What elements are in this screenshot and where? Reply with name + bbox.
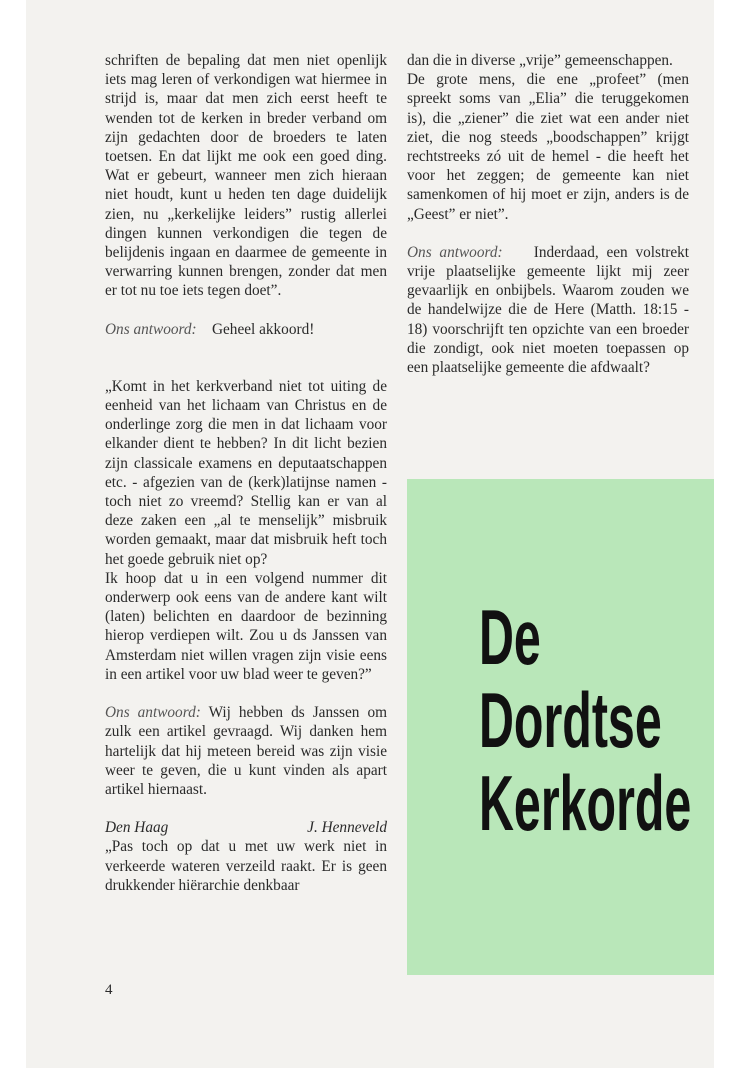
- right-column: [407, 51, 689, 377]
- answer-1-label: Ons antwoord:: [105, 320, 197, 338]
- page: [26, 0, 714, 1068]
- left-column: [105, 51, 387, 895]
- letter-signature: [105, 818, 387, 837]
- left-paragraph-1: schriften de bepaling dat men niet openlijk iets mag leren of verkondigen wat hiermee in strijd is, maar dat men zich eerst heeft te wenden tot de kerken in breder verband om zijn gedachten door de broeders te laten toetsen. En dat lijkt me ook een goed ding. Wat er gebeurt, wanneer men zich hieraan niet houdt, kunt u heden ten dage duidelijk zien, nu „kerkelijke leiders” rustig allerlei dingen kunnen verkondigen die tegen de belijdenis ingaan en daarmee de gemeente in verwarring kunnen brengen, zonder dat men er tot nu toe iets tegen doet”.: [105, 52, 387, 300]
- right-paragraph-1: dan die in diverse „vrije” gemeenschappen.: [407, 52, 673, 69]
- title-line-1: De: [479, 593, 541, 681]
- left-paragraph-3: Ik hoop dat u in een volgend nummer dit onderwerp ook eens van de andere kant wilt (laten) belichten en daardoor de bezinning hierop verdiepen wilt. Zou u ds Janssen van Amsterdam niet willen vragen zijn visie eens in een artikel voor uw blad weer te geven?”: [105, 569, 387, 683]
- answer-2-label: Ons antwoord:: [105, 704, 201, 722]
- right-paragraph-2: De grote mens, die ene „profeet” (men spreekt soms van „Elia” die teruggekomen is), die „ziener” die ziet wat een ander niet ziet, die nog steeds „boodschappen” krijgt rechtstreeks zó uit de hemel - die heeft het voor het zeggen; de gemeente kan niet samenkomen of hij moet er zijn, anders is de „Geest” er niet”.: [407, 71, 689, 223]
- answer-1: [105, 320, 387, 339]
- answer-3: [407, 243, 689, 377]
- answer-2: [105, 703, 387, 799]
- signature-place: Den Haag: [105, 819, 169, 837]
- signature-name: J. Henneveld: [307, 819, 387, 837]
- left-paragraph-4: „Pas toch op dat u met uw werk niet in verkeerde wateren verzeild raakt. Er is geen drukkender hiërarchie denkbaar: [105, 838, 387, 894]
- title-line-3: Kerkorde: [479, 759, 692, 847]
- answer-3-label: Ons antwoord:: [407, 243, 503, 261]
- page-number: 4: [105, 982, 113, 998]
- answer-3-text: Inderdaad, een volstrekt vrije plaatselijke gemeente lijkt mij zeer gevaarlijk en onbijbels. Waarom zouden we de handelwijze die de Here (Matth. 18:15 - 18) voorschrijft ten opzichte van een broeder die zondigt, ook niet moeten toepassen op een plaatselijke gemeente die afdwaalt?: [407, 243, 690, 377]
- title-line-2: Dordtse: [479, 676, 662, 764]
- left-paragraph-2: „Komt in het kerkverband niet tot uiting de eenheid van het lichaam van Christus en de onderlinge zorg die men in dat lichaam voor elkander dient te hebben? In dit licht bezien zijn classicale examens en deputaatschappen etc. - afgezien van de (kerk)latijnse namen - toch niet zo vreemd? Stellig kan er van al deze zaken een „al te menselijk” misbruik worden gemaakt, maar dat misbruik heft toch het goede gebruik niet op?: [105, 377, 387, 568]
- article-title: [479, 593, 692, 847]
- answer-2-text: Wij hebben ds Janssen om zulk een artikel gevraagd. Wij danken hem hartelijk dat hij meteen bereid was zijn visie weer te geven, die u kunt vinden als apart artikel hiernaast.: [105, 704, 387, 798]
- answer-1-text: Geheel akkoord!: [211, 320, 315, 338]
- title-block: [407, 479, 714, 975]
